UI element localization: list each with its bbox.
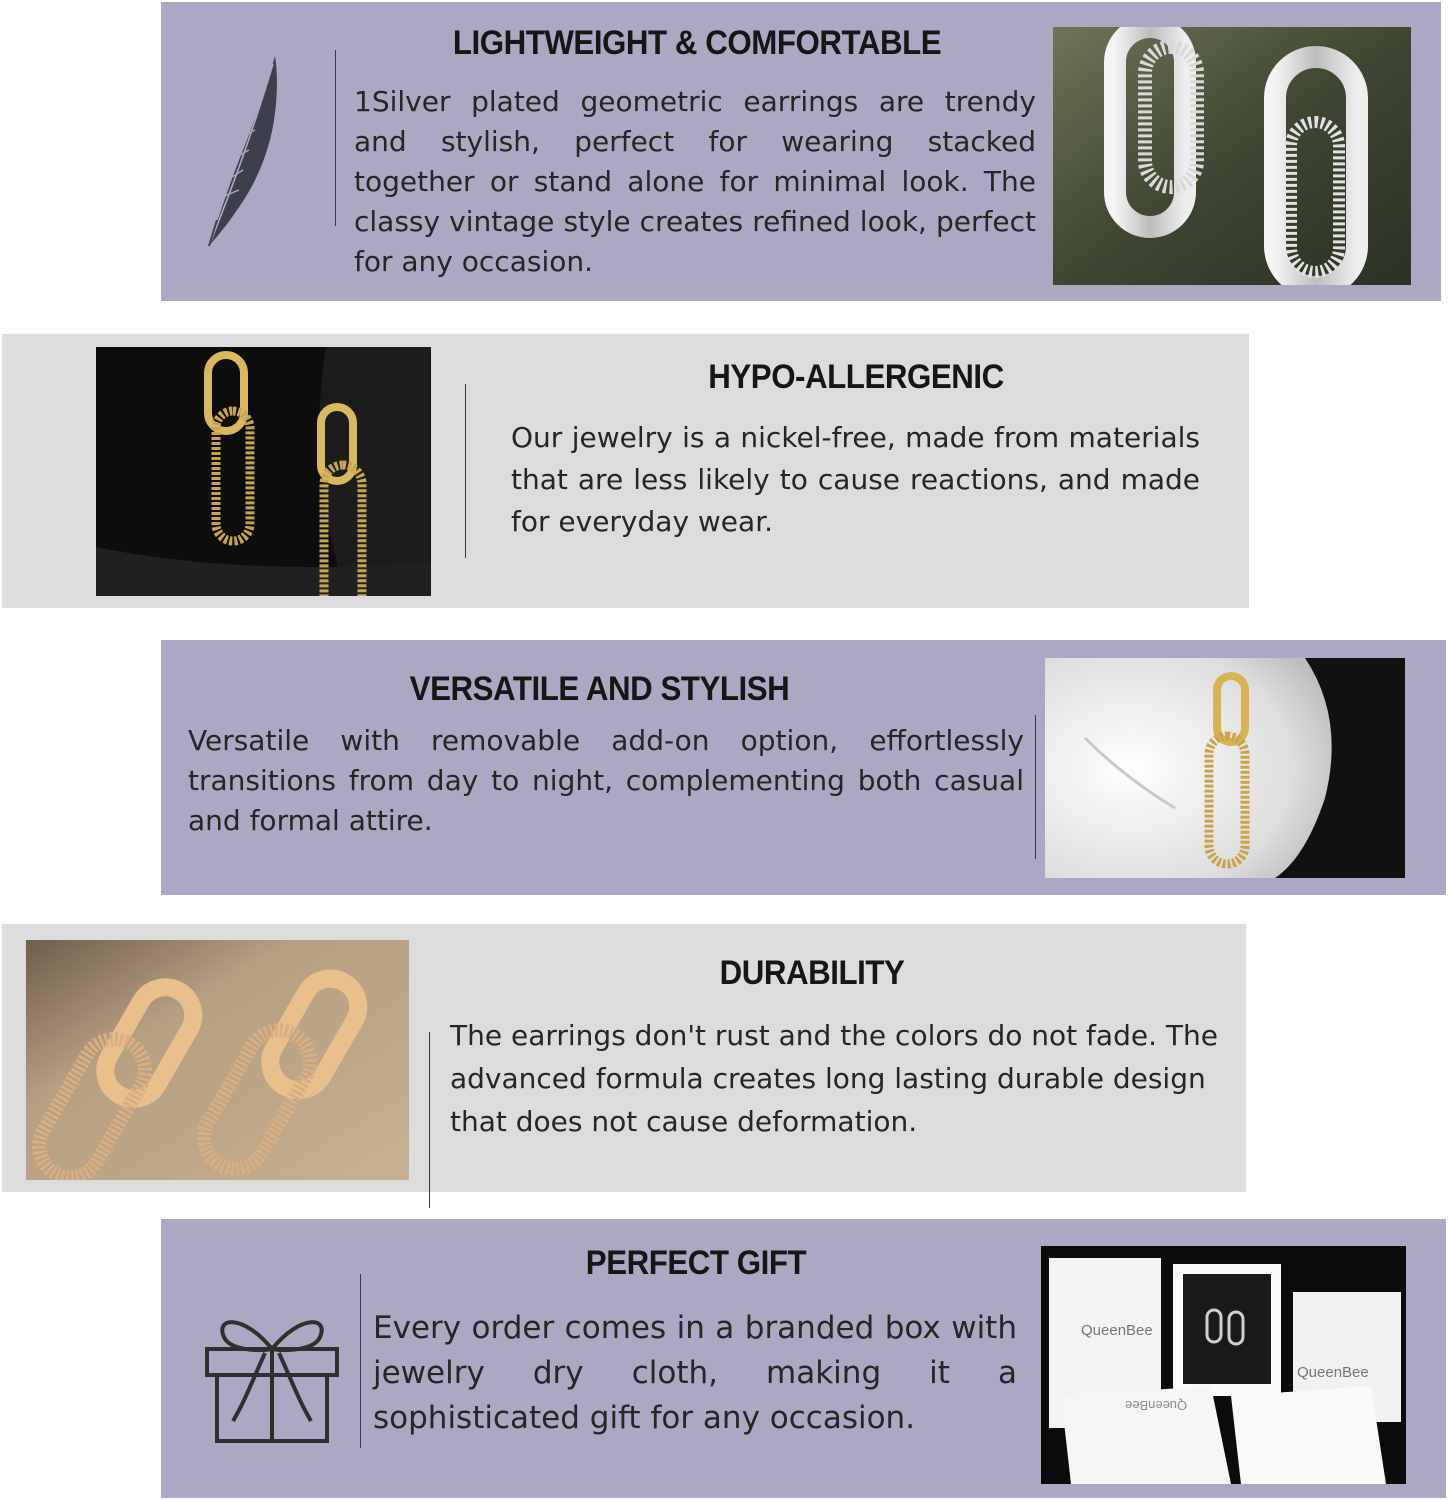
section-title: PERFECT GIFT bbox=[585, 1244, 807, 1282]
section-title: HYPO-ALLERGENIC bbox=[708, 358, 1004, 396]
section-text: 1Silver plated geometric earrings are trendy and stylish, perfect for wearing stacked together or stand alone for minimal look. The classy vintage style creates refined look, perfect for any occasion. bbox=[354, 85, 1036, 278]
earring-on-mannequin-photo bbox=[1045, 658, 1405, 878]
divider bbox=[1035, 715, 1036, 859]
gift-icon bbox=[203, 1309, 341, 1445]
section-title: LIGHTWEIGHT & COMFORTABLE bbox=[452, 24, 942, 62]
section-perfect-gift bbox=[161, 1219, 1446, 1498]
section-text: The earrings don't rust and the colors do not fade. The advanced formula creates long lasting durable design that does not cause deformation. bbox=[450, 1019, 1218, 1138]
section-hypoallergenic bbox=[2, 334, 1249, 608]
gold-earrings-on-velvet-photo bbox=[96, 347, 431, 596]
section-title: DURABILITY bbox=[719, 954, 905, 992]
divider bbox=[429, 1032, 430, 1208]
section-text: Versatile with removable add-on option, effortlessly transitions from day to night, complementing both casual and formal attire. bbox=[188, 724, 1024, 837]
rose-gold-earrings-photo bbox=[26, 940, 409, 1180]
divider bbox=[335, 50, 336, 226]
silver-earrings-photo bbox=[1053, 27, 1411, 285]
gift-box-photo bbox=[1041, 1246, 1406, 1484]
section-lightweight bbox=[161, 2, 1441, 301]
section-durability bbox=[2, 924, 1246, 1192]
divider bbox=[465, 384, 466, 558]
brand-label: QueenBee bbox=[1297, 1364, 1369, 1381]
section-text: Every order comes in a branded box with jewelry dry cloth, making it a sophisticated gift for any occasion. bbox=[373, 1310, 1017, 1436]
brand-label: QueenBee bbox=[1125, 1398, 1188, 1413]
section-versatile bbox=[161, 640, 1446, 895]
feather-icon bbox=[203, 50, 283, 250]
section-text: Our jewelry is a nickel-free, made from materials that are less likely to cause reactions, and made for everyday wear. bbox=[511, 421, 1200, 538]
section-title: VERSATILE AND STYLISH bbox=[409, 670, 790, 708]
brand-label: QueenBee bbox=[1081, 1322, 1153, 1339]
divider bbox=[360, 1274, 361, 1448]
